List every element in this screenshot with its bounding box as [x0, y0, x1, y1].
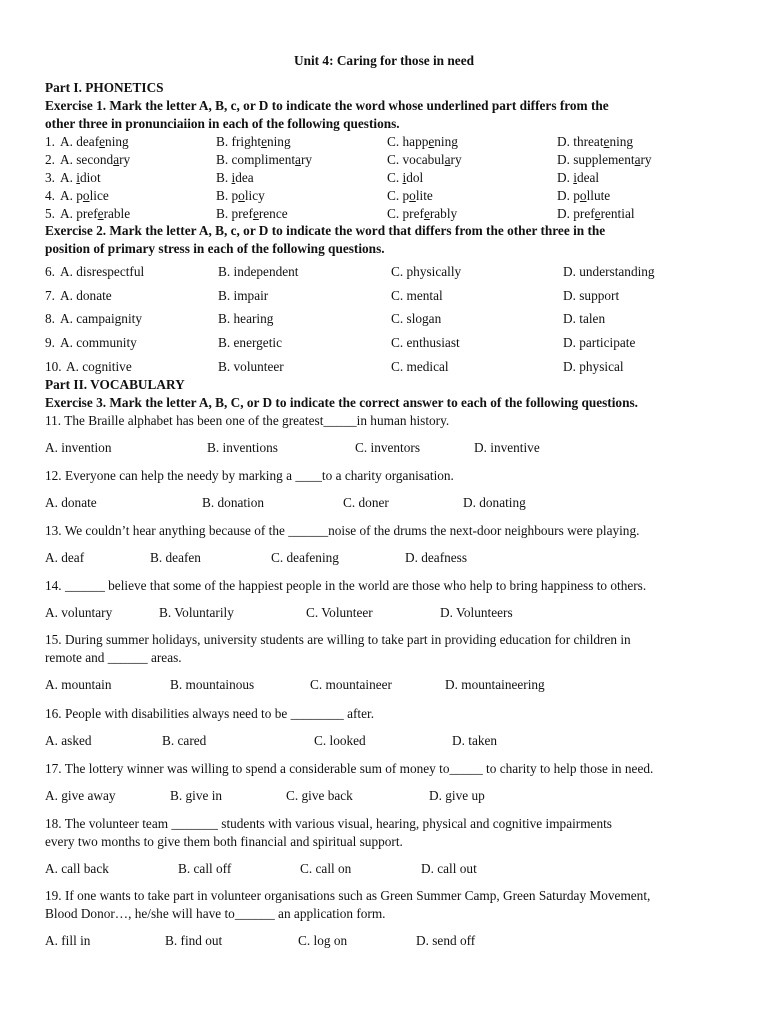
option-text-part: D. p — [557, 188, 580, 203]
option-d: D. physical — [563, 358, 624, 374]
underlined-part: e — [428, 134, 435, 149]
question-number: 7. — [45, 287, 55, 303]
underlined-part: e — [99, 134, 106, 149]
option-c: C. deafening — [271, 550, 339, 565]
question-text: 13. We couldn’t hear anything because of the ______noise of the drums the next-door neighbours were playing. — [45, 523, 640, 538]
option-text-part: ning — [434, 134, 458, 149]
ex2-heading-line1: Exercise 2. Mark the letter A, B, c, or D to indicate the word that differs from the other three in the — [45, 223, 606, 238]
option-text-part: C. happ — [387, 134, 429, 149]
option-b — [216, 206, 288, 222]
option-b: B. cared — [162, 733, 207, 748]
option-a — [60, 170, 101, 186]
option-text-part: lice — [89, 188, 109, 203]
option-a: A. campaignity — [60, 311, 142, 327]
option-a: A. cognitive — [66, 358, 132, 374]
option-text-part: ry — [119, 152, 131, 167]
option-text-part: licy — [244, 188, 265, 203]
ex1-heading-line2: other three in pronunciaiion in each of the following questions. — [45, 116, 400, 131]
option-text-part: A. — [60, 170, 77, 185]
option-text-part: rential — [600, 206, 635, 221]
underlined-part: e — [261, 134, 267, 149]
question-text: 16. People with disabilities always need to be ________ after. — [45, 706, 375, 721]
question-text: remote and ______ areas. — [45, 650, 182, 665]
option-a — [60, 152, 130, 168]
option-c: C. call on — [300, 861, 352, 876]
question-text: 14. ______ believe that some of the happiest people in the world are those who help to bring happiness to others. — [45, 578, 647, 593]
underlined-part: i — [573, 170, 577, 185]
option-c: C. medical — [391, 358, 449, 374]
option-c: C. slogan — [391, 311, 442, 327]
underlined-part: i — [76, 170, 80, 185]
underlined-part: o — [238, 188, 245, 203]
option-text-part: dol — [406, 170, 424, 185]
option-c — [387, 170, 423, 186]
option-d: D. inventive — [474, 440, 540, 455]
option-text-part: diot — [79, 170, 101, 185]
option-text-part: D. pref — [557, 206, 595, 221]
underlined-part: e — [97, 206, 104, 221]
option-b: B. energetic — [218, 335, 282, 351]
option-text-part: D. — [557, 170, 574, 185]
option-c — [387, 188, 433, 204]
question-text: 11. The Braille alphabet has been one of the greatest_____in human history. — [45, 413, 450, 428]
option-text-part: llute — [586, 188, 611, 203]
option-b: B. hearing — [218, 311, 274, 327]
option-a: A. donate — [60, 287, 112, 303]
option-text-part: C. pref — [387, 206, 424, 221]
ex2-heading-line2: position of primary stress in each of the following questions. — [45, 241, 385, 256]
option-b — [216, 170, 254, 186]
option-b: B. volunteer — [218, 358, 284, 374]
option-d: D. understanding — [563, 264, 655, 279]
option-d: D. donating — [463, 495, 526, 510]
option-a: A. call back — [45, 861, 109, 876]
option-text-part: lite — [415, 188, 433, 203]
option-c: C. looked — [314, 733, 366, 748]
option-text-part: B. compliment — [216, 152, 296, 167]
underlined-part: a — [113, 152, 120, 167]
option-a: A. asked — [45, 733, 92, 748]
question-text: 15. During summer holidays, university students are willing to take part in providing education for children in — [45, 632, 631, 647]
underlined-part: a — [444, 152, 451, 167]
option-text-part: C. vocabul — [387, 152, 445, 167]
option-c — [387, 152, 462, 168]
option-b: B. impair — [218, 287, 269, 303]
option-b: B. Voluntarily — [159, 605, 234, 620]
option-text-part: ry — [300, 152, 313, 167]
question-number: 1. — [45, 134, 55, 149]
option-b: B. mountainous — [170, 677, 255, 692]
underlined-part: o — [409, 188, 416, 203]
underlined-part: e — [603, 134, 610, 149]
question-text: Blood Donor…, he/she will have to______ an application form. — [45, 906, 386, 921]
option-d: D. support — [563, 287, 620, 303]
option-text-part: B. p — [216, 188, 239, 203]
option-text-part: deal — [576, 170, 600, 185]
option-text-part: ry — [450, 152, 462, 167]
ex3-heading: Exercise 3. Mark the letter A, B, C, or D to indicate the correct answer to each of the following questions. — [45, 395, 638, 410]
option-d: D. deafness — [405, 550, 468, 565]
option-c: C. inventors — [355, 440, 421, 455]
underlined-part: e — [594, 206, 601, 221]
option-b — [216, 188, 265, 204]
option-b — [216, 134, 291, 150]
option-d: D. give up — [429, 788, 485, 803]
option-text-part: dea — [235, 170, 254, 185]
underlined-part: a — [295, 152, 301, 167]
question-number: 2. — [45, 152, 55, 167]
option-d — [557, 188, 610, 204]
underlined-part: o — [82, 188, 90, 203]
underlined-part: i — [231, 170, 236, 185]
option-text-part: rably — [429, 206, 458, 221]
part2-heading: Part II. VOCABULARY — [45, 377, 185, 392]
option-text-part: A. second — [60, 152, 114, 167]
question-text: 17. The lottery winner was willing to spend a considerable sum of money to_____ to charity to help those in need. — [45, 761, 654, 776]
option-d — [557, 134, 633, 150]
option-b: B. independent — [218, 264, 299, 279]
option-text-part: ning — [266, 134, 291, 149]
option-c: C. physically — [391, 264, 462, 279]
option-b: B. give in — [170, 788, 223, 803]
option-d: D. talen — [563, 311, 606, 327]
question-number: 10. — [45, 358, 62, 374]
option-d: D. mountaineering — [445, 677, 545, 692]
ex1-heading-line1: Exercise 1. Mark the letter A, B, c, or D to indicate the word whose underlined part differs from the — [45, 98, 609, 113]
question-number: 3. — [45, 170, 55, 185]
option-text-part: C. — [387, 170, 403, 185]
question-number: 6. — [45, 264, 55, 279]
option-c: C. give back — [286, 788, 353, 803]
option-text-part: D. supplement — [557, 152, 635, 167]
option-b: B. call off — [178, 861, 232, 876]
option-text-part: rable — [103, 206, 131, 221]
option-c: C. Volunteer — [306, 605, 373, 620]
part1-heading: Part I. PHONETICS — [45, 80, 164, 95]
option-c: C. doner — [343, 495, 389, 510]
option-a — [60, 188, 109, 204]
option-b — [216, 152, 312, 168]
option-a: A. mountain — [45, 677, 112, 692]
option-a: A. community — [60, 335, 137, 351]
option-text-part: rence — [258, 206, 288, 221]
question-number: 8. — [45, 311, 55, 327]
option-c — [387, 206, 457, 222]
option-a: A. voluntary — [45, 605, 113, 620]
option-text-part: ry — [640, 152, 652, 167]
option-b: B. find out — [165, 933, 223, 948]
option-text-part: B. pref — [216, 206, 253, 221]
option-a — [60, 134, 129, 150]
option-b: B. inventions — [207, 440, 278, 455]
option-d — [557, 152, 652, 168]
question-text: 19. If one wants to take part in volunteer organisations such as Green Summer Camp, Green Saturday Movement, — [45, 888, 651, 903]
question-number: 5. — [45, 206, 55, 221]
option-a: A. invention — [45, 440, 112, 455]
option-d: D. taken — [452, 733, 498, 748]
option-b: B. deafen — [150, 550, 201, 565]
option-text-part: A. deaf — [60, 134, 100, 149]
option-a: A. disrespectful — [60, 264, 145, 279]
option-b: B. donation — [202, 495, 265, 510]
option-text-part: A. pref — [60, 206, 98, 221]
option-c: C. mountaineer — [310, 677, 392, 692]
option-text-part: ning — [609, 134, 634, 149]
underlined-part: o — [579, 188, 587, 203]
option-a: A. fill in — [45, 933, 91, 948]
question-number: 9. — [45, 335, 55, 351]
question-number: 4. — [45, 188, 55, 203]
question-text: 18. The volunteer team _______ students with various visual, hearing, physical and cognitive impairments — [45, 816, 612, 831]
option-c: C. mental — [391, 287, 443, 303]
option-a: A. deaf — [45, 550, 85, 565]
option-d: D. participate — [563, 335, 636, 351]
option-text-part: C. p — [387, 188, 410, 203]
option-c: C. log on — [298, 933, 348, 948]
option-a: A. give away — [45, 788, 116, 803]
underlined-part: i — [402, 170, 407, 185]
option-text-part: B. fright — [216, 134, 262, 149]
underlined-part: e — [423, 206, 430, 221]
question-text: 12. Everyone can help the needy by marking a ____to a charity organisation. — [45, 468, 454, 483]
option-a: A. donate — [45, 495, 97, 510]
option-c — [387, 134, 458, 150]
underlined-part: e — [252, 206, 259, 221]
option-c: C. enthusiast — [391, 335, 460, 351]
question-text: every two months to give them both financial and spiritual support. — [45, 834, 403, 849]
option-text-part: B. — [216, 170, 232, 185]
option-d: D. send off — [416, 933, 476, 948]
underlined-part: a — [634, 152, 641, 167]
option-text-part: ning — [105, 134, 129, 149]
option-text-part: D. threat — [557, 134, 604, 149]
option-text-part: A. p — [60, 188, 83, 203]
option-d — [557, 170, 599, 186]
option-a — [60, 206, 130, 222]
option-d: D. Volunteers — [440, 605, 513, 620]
option-d — [557, 206, 635, 222]
option-d: D. call out — [421, 861, 477, 876]
page-title: Unit 4: Caring for those in need — [293, 53, 474, 68]
